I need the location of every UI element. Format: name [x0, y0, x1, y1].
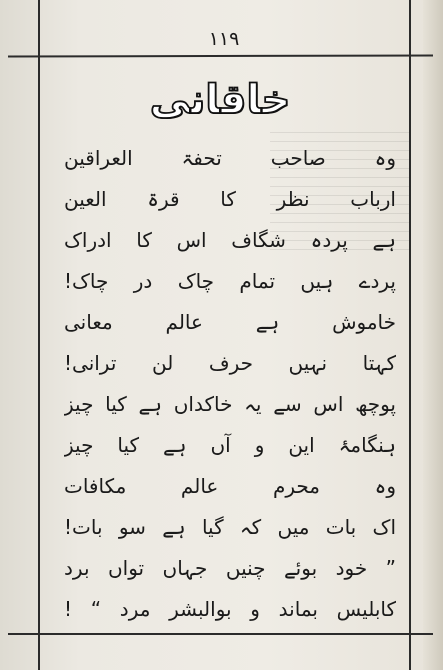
verse-line: وہ محرم عالم مکافات — [64, 474, 396, 498]
left-border-rule — [38, 0, 40, 670]
verse-line: وہ صاحب تحفۃ العراقین — [64, 146, 396, 170]
right-border-rule — [409, 0, 411, 670]
verse-line: کابلیس بماند و بوالبشر مرد “ ! — [64, 597, 396, 621]
poem-heading: خاقانی — [149, 77, 291, 123]
verse-line: خاموش ہے عالم معانی — [64, 310, 396, 334]
verse-line: ارباب نظر کا قرۃ العین — [64, 187, 396, 211]
top-border-rule — [8, 54, 433, 57]
verse-line: کہتا نہیں حرف لن ترانی! — [64, 351, 396, 375]
page-number: ۱۱۹ — [208, 28, 240, 50]
verse-line: پردے ہیں تمام چاک در چاک! — [64, 269, 396, 293]
verse-line: ہے پردہ شگاف اس کا ادراک — [64, 228, 396, 252]
verse-line: ہنگامۂ این و آں ہے کیا چیز — [64, 433, 396, 457]
poem-verses — [64, 138, 396, 630]
verse-line: پوچھ اس سے یہ خاکداں ہے کیا چیز — [64, 392, 396, 416]
verse-line: ” خود بوئے چنیں جہاں تواں برد — [64, 556, 396, 580]
verse-line: اک بات میں کہ گیا ہے سو بات! — [64, 515, 396, 539]
bottom-border-rule — [8, 633, 433, 635]
page-binding-edge — [423, 0, 443, 670]
